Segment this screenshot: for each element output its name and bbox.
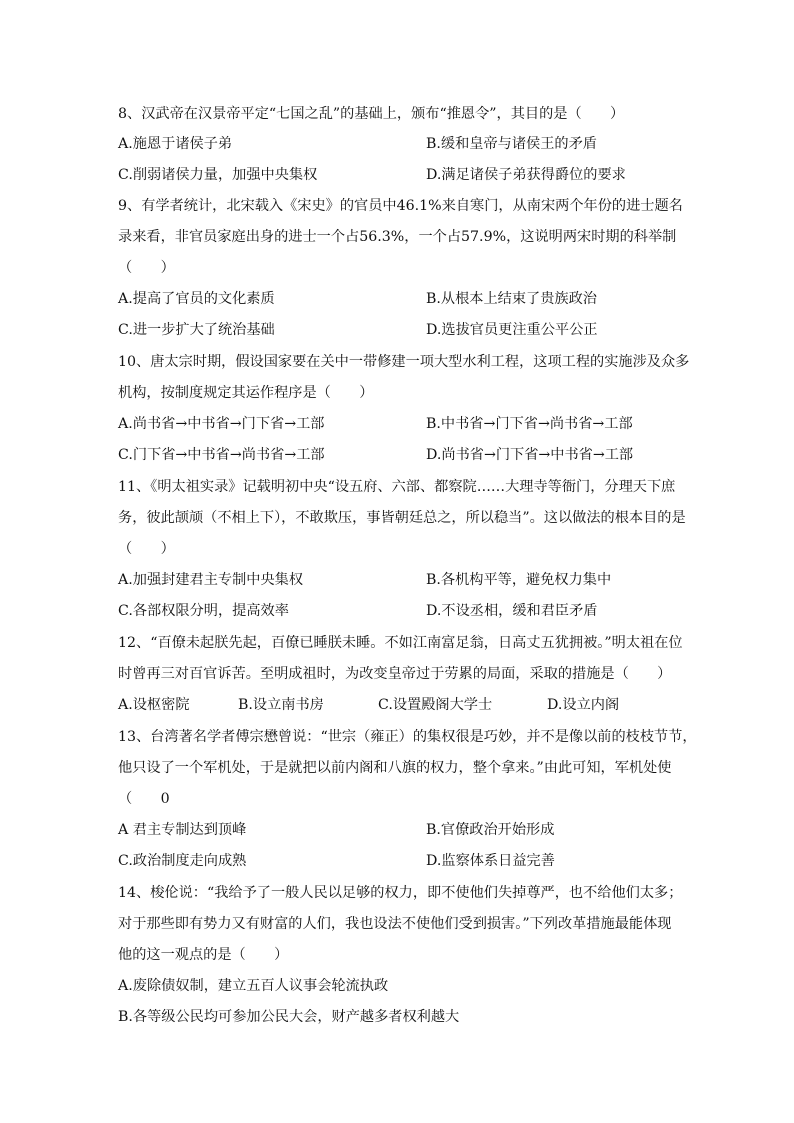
q11-option-a: A.加强封建君主专制中央集权: [118, 572, 304, 588]
q11-stem-line-1: 11、《明太祖实录》记载明初中央“设五府、六部、都察院……大理寺等衙门，分理天下庶: [118, 479, 676, 495]
q11-stem-line-2: 务，彼此颉颃（不相上下），不敢欺压，事皆朝廷总之，所以稳当”。这以做法的根本目的是: [118, 510, 686, 526]
q10-option-a: A.尚书省→中书省→门下省→工部: [118, 416, 325, 432]
q13-option-c: C.政治制度走向成熟: [118, 853, 247, 869]
q9-option-b: B.从根本上结束了贵族政治: [426, 291, 597, 307]
q12-option-b: B.设立南书房: [238, 697, 324, 713]
q13-stem-line-2: 他只设了一个军机处，于是就把以前内阁和八旗的权力，整个拿来。”由此可知，军机处使: [118, 760, 672, 776]
q11-stem-line-3: （ ）: [118, 541, 175, 557]
q13-option-b: B.官僚政治开始形成: [426, 822, 555, 838]
q10-stem-line-2: 机构，按制度规定其运作程序是（ ）: [118, 385, 374, 401]
q14-option-b: B.各等级公民均可参加公民大会，财产越多者权利越大: [118, 1009, 460, 1025]
q12-option-c: C.设置殿阁大学士: [378, 697, 493, 713]
q11-option-c: C.各部权限分明，提高效率: [118, 603, 289, 619]
q10-option-d: D.尚书省→门下省→中书省→工部: [426, 447, 634, 463]
q9-stem-line-3: （ ）: [118, 260, 175, 276]
q8-option-c: C.削弱诸侯力量，加强中央集权: [118, 167, 318, 183]
q14-stem-line-1: 14、梭伦说：“我给予了一般人民以足够的权力，即不使他们失掉尊严，也不给他们太多；: [118, 885, 683, 901]
q9-option-c: C.进一步扩大了统治基础: [118, 322, 275, 338]
q9-option-a: A.提高了官员的文化素质: [118, 291, 275, 307]
q9-stem-line-2: 录来看，非官员家庭出身的进士一个占56.3%，一个占57.9%，这说明两宋时期的科举制: [118, 229, 677, 245]
q10-stem-line-1: 10、唐太宗时期，假设国家要在关中一带修建一项大型水利工程，这项工程的实施涉及众多: [118, 354, 690, 370]
q9-option-d: D.选拔官员更注重公平公正: [426, 322, 598, 338]
q14-stem-line-3: 他的这一观点的是（ ）: [118, 947, 289, 963]
q12-stem-line-2: 时曾再三对百官诉苦。至明成祖时，为改变皇帝过于劳累的局面，采取的措施是（ ）: [118, 666, 672, 682]
q11-option-b: B.各机构平等，避免权力集中: [426, 572, 612, 588]
q8-option-d: D.满足诸侯子弟获得爵位的要求: [426, 167, 626, 183]
q10-option-b: B.中书省→门下省→尚书省→工部: [426, 416, 633, 432]
q12-option-d: D.设立内阁: [547, 697, 620, 713]
q13-option-d: D.监察体系日益完善: [426, 853, 555, 869]
q13-option-a: A 君主专制达到顶峰: [118, 822, 247, 838]
q9-stem-line-1: 9、有学者统计，北宋载入《宋史》的官员中46.1%来自寒门，从南宋两个年份的进士题名: [118, 198, 683, 214]
q8-stem-line-1: 8、汉武帝在汉景帝平定“七国之乱”的基础上，颁布“推恩令”，其目的是（ ）: [118, 106, 625, 122]
q12-stem-line-1: 12、“百僚未起朕先起，百僚已睡朕未睡。不如江南富足翁，日高丈五犹拥被。”明太祖在位: [118, 635, 683, 651]
q8-option-b: B.缓和皇帝与诸侯王的矛盾: [426, 136, 597, 152]
q11-option-d: D.不设丞相，缓和君臣矛盾: [426, 603, 598, 619]
q13-stem-line-3: （ 0: [118, 791, 170, 807]
q12-option-a: A.设枢密院: [118, 697, 190, 713]
q13-stem-line-1: 13、台湾著名学者傅宗懋曾说：“世宗（雍正）的集权很是巧妙，并不是像以前的枝枝节节，: [118, 729, 697, 745]
q14-option-a: A.废除债奴制，建立五百人议事会轮流执政: [118, 978, 389, 994]
q10-option-c: C.门下省→中书省→尚书省→工部: [118, 447, 325, 463]
q8-option-a: A.施恩于诸侯子弟: [118, 136, 233, 152]
q14-stem-line-2: 对于那些即有势力又有财富的人们，我也设法不使他们受到损害。”下列改革措施最能体现: [118, 916, 672, 932]
